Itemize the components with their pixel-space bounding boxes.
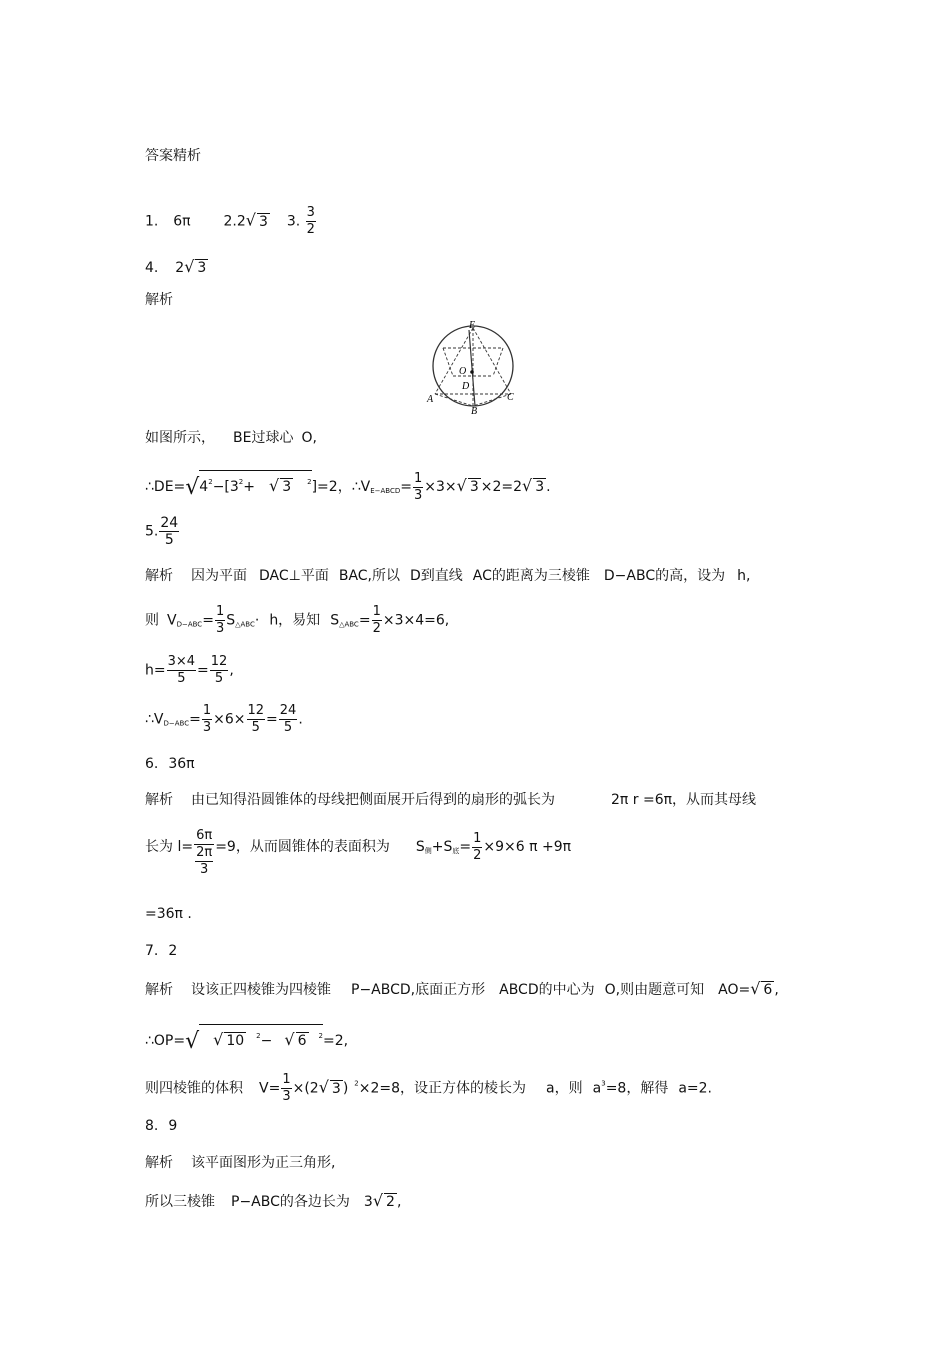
math-text: =8，解得 [605, 1080, 669, 1097]
fraction [279, 703, 298, 736]
edge-AB [435, 394, 473, 406]
q2-radicand: 3 [258, 213, 268, 230]
q4-coef: 2 [175, 260, 185, 276]
subscript: E−ABCD [370, 487, 401, 495]
fraction-denominator: 3 [282, 1089, 291, 1104]
fraction-denominator: 5 [177, 671, 186, 686]
math-text: h，易知 [269, 612, 321, 629]
superscript: 2 [208, 478, 213, 486]
math-text: = [189, 711, 201, 728]
label-C: C [507, 392, 514, 403]
math-text: S [415, 839, 425, 855]
fraction-numerator: 12 [247, 703, 265, 718]
page-title: 答案精析 [145, 148, 201, 164]
line-6c: =36π . [145, 906, 192, 922]
fraction [210, 654, 229, 687]
fraction [194, 828, 214, 878]
math-text: 7. [145, 943, 159, 959]
math-text: P−ABCD,底面正方形 [351, 982, 486, 998]
sqrt-radicand: 2 [386, 1194, 395, 1210]
math-text: +S [431, 839, 453, 855]
math-text: 2π r =6π，从而其母线 [611, 792, 757, 808]
line-7a [145, 980, 779, 999]
math-text: a [592, 1080, 602, 1097]
math-text: AC的距离为三棱锥 [472, 568, 590, 584]
label-B: B [471, 406, 478, 417]
subscript: △ABC [339, 620, 359, 629]
fraction-numerator: 2π [196, 845, 213, 860]
sqrt-radicand: 6 [297, 1033, 307, 1049]
math-text: ×2=2 [480, 479, 523, 495]
math-text: V [167, 612, 177, 629]
center-O-dot [470, 370, 474, 374]
fraction-numerator: 1 [473, 830, 482, 846]
fraction-numerator: 1 [202, 703, 212, 718]
fraction [372, 604, 382, 637]
math-text: 解析 [145, 792, 173, 808]
math-text: =9，从而圆锥体的表面积为 [215, 839, 390, 855]
math-text: BE过球心 [233, 430, 294, 446]
line-5b [145, 604, 449, 637]
answers-1-3 [145, 205, 317, 238]
superscript: 3 [601, 1079, 606, 1088]
line-8a [145, 1154, 335, 1172]
math-text: ABCD的中心为 [499, 982, 595, 998]
math-text: 解析 [145, 568, 173, 584]
line-6a [145, 791, 756, 809]
sqrt-sign: √ [245, 210, 256, 230]
sqrt-sign: √ [184, 257, 195, 276]
line-4b [145, 470, 551, 504]
math-text: −[3 [212, 479, 239, 495]
sqrt-sign: √ [269, 476, 280, 495]
sqrt-radicand: 3 [469, 479, 479, 495]
fraction [472, 831, 482, 864]
fraction-denominator: 3 [215, 621, 225, 636]
math-text: ∴DE= [145, 479, 186, 495]
math-text: 设该正四棱锥为四棱锥 [191, 982, 331, 998]
math-text: 解析 [145, 1155, 173, 1171]
fraction-denominator: 5 [214, 671, 224, 686]
math-text: 9 [168, 1118, 178, 1134]
math-text: . [546, 479, 551, 495]
fraction-numerator: 1 [413, 470, 423, 486]
math-text: a，则 [546, 1080, 583, 1097]
math-text: ∴OP= [145, 1033, 186, 1049]
sqrt-sign: √ [318, 1077, 329, 1097]
subscript: 侧 [424, 847, 432, 855]
fraction [215, 604, 225, 637]
math-text: 则四棱锥的体积 [145, 1080, 243, 1097]
line-4a [145, 429, 317, 447]
q3-number: 3. [286, 213, 301, 230]
sqrt-radicand: 3 [535, 479, 545, 495]
math-text: , [396, 1194, 402, 1210]
math-text: h, [737, 568, 751, 584]
fraction [195, 845, 213, 878]
math-text: = [459, 839, 472, 855]
fraction [281, 1072, 291, 1105]
math-text: 所以三棱锥 [145, 1194, 215, 1210]
fraction-numerator: 1 [215, 604, 225, 619]
fraction-numerator: 3×4 [167, 654, 196, 669]
math-text: = [358, 612, 371, 629]
fraction-numerator: 24 [160, 515, 179, 531]
math-text: ×9×6 π +9π [483, 839, 572, 855]
sqrt-sign: √ [185, 1029, 200, 1054]
math-text: = [197, 662, 209, 679]
math-text: ∴V [145, 711, 164, 728]
line-7c [145, 1072, 712, 1105]
sqrt-radicand: 3 [282, 479, 292, 495]
q1-number: 1. [145, 213, 159, 230]
jiexi-label-4: 解析 [145, 292, 173, 308]
fraction-denominator: 3 [202, 720, 212, 735]
math-text: BAC,所以 [338, 568, 401, 584]
fraction-denominator: 2 [306, 222, 315, 237]
sqrt-sign: √ [284, 1030, 295, 1049]
math-text: AO= [718, 982, 751, 998]
math-text: 2 [168, 943, 178, 959]
fraction-denominator: 2 [473, 847, 482, 863]
fraction [413, 471, 423, 504]
edge-CB [473, 394, 511, 406]
label-O: O [459, 366, 467, 377]
answer-6 [145, 755, 195, 773]
subscript: D−ABC [176, 620, 203, 629]
line-5a [145, 567, 750, 585]
q3-fraction [306, 205, 316, 238]
sqrt-sign: √ [522, 476, 533, 495]
answer-8 [145, 1117, 177, 1135]
math-text: + [243, 479, 255, 495]
q4-number: 4. [145, 260, 159, 276]
fraction-denominator: 5 [251, 720, 260, 735]
line-8b [145, 1192, 401, 1211]
subscript: △ABC [235, 620, 255, 629]
fraction-numerator: 24 [279, 703, 297, 718]
sqrt-sign: √ [372, 1191, 384, 1210]
sqrt-radicand: 3 [331, 1080, 341, 1097]
math-text: ) [342, 1080, 349, 1097]
fraction-denominator: 5 [283, 720, 293, 735]
math-text: = [266, 711, 278, 728]
math-text: P−ABC的各边长为 [231, 1194, 350, 1210]
math-text: 36π [168, 756, 195, 772]
fraction-denominator: 5 [164, 532, 174, 548]
math-text: − [260, 1033, 273, 1049]
math-text: 5. [145, 523, 159, 540]
sqrt-radicand: 10 [226, 1033, 245, 1049]
math-text: 4 [199, 479, 209, 495]
math-text: 长为 l= [145, 839, 194, 855]
fraction-denominator [194, 845, 214, 878]
fraction [202, 703, 212, 736]
answer-5 [145, 515, 180, 548]
sqrt-body [199, 470, 311, 496]
superscript: 2 [318, 1032, 323, 1040]
sphere-figure [425, 318, 525, 418]
fraction-denominator: 2 [372, 621, 381, 636]
superscript: 2 [354, 1079, 359, 1088]
math-text: 该平面图形为正三角形, [191, 1155, 336, 1171]
answer-7 [145, 942, 177, 960]
math-text: O,则由题意可知 [604, 982, 705, 998]
sqrt-sign: √ [750, 979, 761, 998]
math-text: · [254, 612, 260, 629]
math-text: . [298, 711, 303, 728]
answer-4 [145, 258, 208, 277]
math-text: ×(2 [292, 1080, 319, 1097]
line-5c [145, 654, 234, 687]
q2-answer-prefix: 2.2 [223, 213, 246, 230]
math-text: S [330, 612, 340, 629]
line-6b [145, 828, 571, 878]
sqrt-body [199, 1024, 323, 1050]
math-text: S [226, 612, 236, 629]
math-text: 6. [145, 756, 159, 772]
fraction-numerator: 3 [306, 205, 315, 220]
label-E: E [469, 320, 476, 331]
fraction [159, 515, 179, 548]
fraction [247, 703, 266, 736]
fraction [167, 654, 196, 687]
math-text: = [400, 479, 412, 495]
q1-answer: 6π [173, 213, 191, 230]
fraction-denominator: 3 [199, 862, 209, 877]
q4-radicand: 3 [197, 260, 207, 276]
math-text: ]=2，∴V [311, 479, 371, 495]
label-A: A [427, 394, 434, 405]
math-text: DAC⊥平面 [259, 568, 329, 584]
math-text: a=2. [678, 1080, 713, 1097]
math-text: 解析 [145, 982, 173, 998]
math-text: 如图所示， [145, 430, 215, 446]
math-text: 则 [145, 612, 159, 629]
sqrt-sign: √ [185, 475, 200, 500]
superscript: 2 [238, 478, 244, 486]
math-text: , [229, 662, 234, 679]
math-text: ×3×4=6, [382, 612, 450, 629]
fraction-numerator: 12 [210, 654, 228, 669]
fraction-numerator: 1 [282, 1072, 291, 1087]
fraction-numerator: 1 [372, 604, 381, 619]
edge-EC [473, 328, 511, 394]
math-text: V= [259, 1080, 281, 1097]
label-D: D [462, 381, 470, 392]
math-text: 8. [145, 1118, 159, 1134]
subscript: D−ABC [163, 719, 190, 728]
math-text: 3 [363, 1194, 373, 1210]
fraction-denominator: 3 [413, 487, 423, 503]
superscript: 2 [307, 478, 312, 486]
math-text: 因为平面 [191, 568, 247, 584]
edge-EB-solid [469, 330, 475, 406]
sqrt-sign: √ [213, 1030, 224, 1049]
math-text: D到直线 [410, 568, 463, 584]
math-text: h= [145, 662, 166, 679]
subscript: 底 [452, 847, 460, 855]
math-text: , [774, 982, 779, 998]
math-text: ×3× [424, 479, 457, 495]
line-7b [145, 1024, 349, 1054]
math-text: ×2=8，设正方体的棱长为 [358, 1080, 527, 1097]
math-text: ×6× [213, 711, 246, 728]
math-text: O, [301, 430, 317, 446]
fraction-numerator: 6π [196, 828, 213, 843]
sqrt-sign: √ [456, 476, 467, 495]
math-text: 由已知得沿圆锥体的母线把侧面展开后得到的扇形的弧长为 [191, 792, 555, 808]
superscript: 2 [256, 1032, 261, 1040]
line-5d [145, 703, 303, 736]
math-text: =2, [322, 1033, 349, 1049]
math-text: D−ABC的高，设为 [603, 568, 726, 584]
sqrt-radicand: 6 [763, 982, 773, 998]
math-text: = [202, 612, 214, 629]
